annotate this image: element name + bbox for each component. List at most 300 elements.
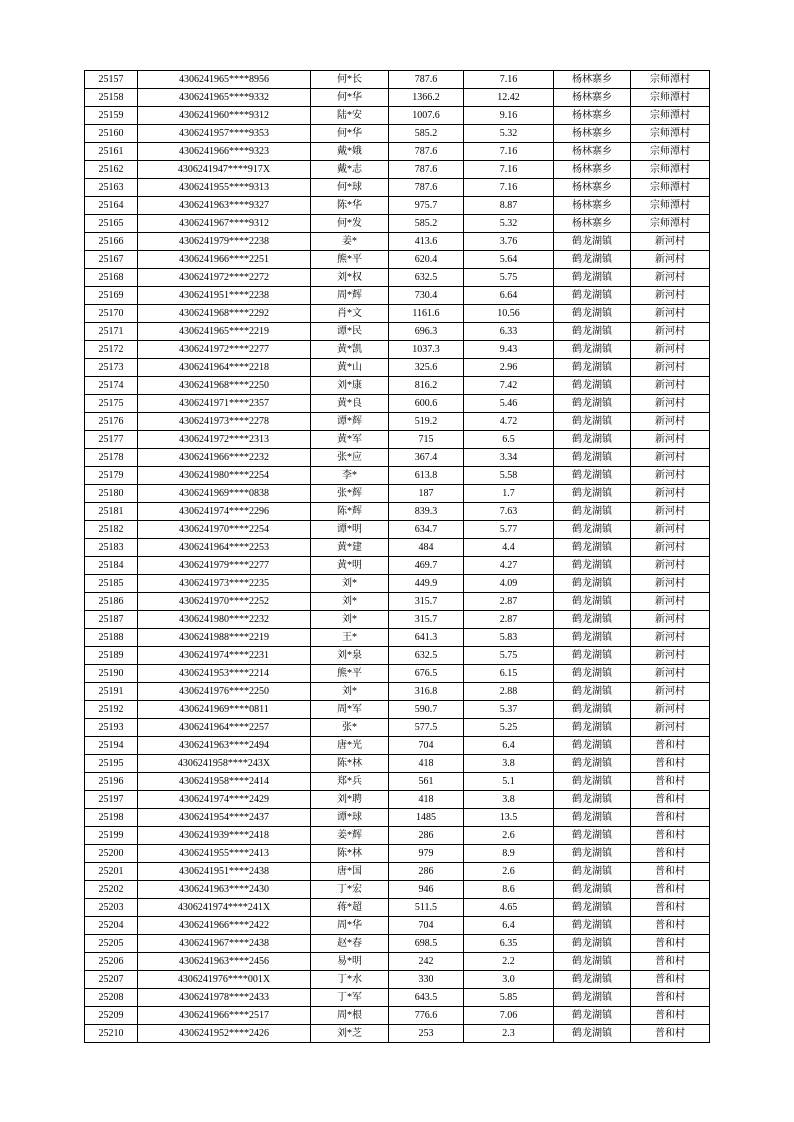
- table-row: [85, 809, 710, 827]
- cell-rate: 4.65: [464, 899, 554, 917]
- cell-township: 鹤龙湖镇: [554, 233, 631, 251]
- cell-amount: 585.2: [389, 125, 464, 143]
- cell-rate: 3.34: [464, 449, 554, 467]
- cell-id-number: 4306241964****2257: [138, 719, 311, 737]
- cell-name: 张*辉: [311, 485, 389, 503]
- cell-id-number: 4306241976****001X: [138, 971, 311, 989]
- cell-township: 杨林寨乡: [554, 89, 631, 107]
- table-row: [85, 143, 710, 161]
- cell-township: 鹤龙湖镇: [554, 701, 631, 719]
- cell-rate: 5.85: [464, 989, 554, 1007]
- cell-name: 陈*林: [311, 755, 389, 773]
- cell-name: 丁*军: [311, 989, 389, 1007]
- table-row: [85, 485, 710, 503]
- cell-name: 刘*芝: [311, 1025, 389, 1043]
- cell-township: 鹤龙湖镇: [554, 449, 631, 467]
- cell-seq: 25206: [85, 953, 138, 971]
- cell-village: 新河村: [631, 377, 710, 395]
- table-row: [85, 845, 710, 863]
- cell-township: 鹤龙湖镇: [554, 989, 631, 1007]
- cell-seq: 25167: [85, 251, 138, 269]
- cell-seq: 25184: [85, 557, 138, 575]
- cell-amount: 449.9: [389, 575, 464, 593]
- cell-township: 鹤龙湖镇: [554, 791, 631, 809]
- table-row: [85, 269, 710, 287]
- cell-seq: 25181: [85, 503, 138, 521]
- table-row: [85, 989, 710, 1007]
- cell-rate: 6.33: [464, 323, 554, 341]
- cell-id-number: 4306241969****0838: [138, 485, 311, 503]
- cell-village: 新河村: [631, 521, 710, 539]
- cell-name: 刘*: [311, 593, 389, 611]
- table-row: [85, 719, 710, 737]
- cell-village: 普和村: [631, 773, 710, 791]
- cell-seq: 25175: [85, 395, 138, 413]
- cell-township: 杨林寨乡: [554, 107, 631, 125]
- cell-id-number: 4306241976****2250: [138, 683, 311, 701]
- cell-id-number: 4306241952****2426: [138, 1025, 311, 1043]
- cell-amount: 613.8: [389, 467, 464, 485]
- cell-seq: 25202: [85, 881, 138, 899]
- cell-township: 鹤龙湖镇: [554, 593, 631, 611]
- cell-rate: 5.83: [464, 629, 554, 647]
- cell-id-number: 4306241957****9353: [138, 125, 311, 143]
- cell-amount: 469.7: [389, 557, 464, 575]
- table-row: [85, 665, 710, 683]
- cell-village: 新河村: [631, 341, 710, 359]
- cell-name: 戴*志: [311, 161, 389, 179]
- table-row: [85, 215, 710, 233]
- cell-seq: 25209: [85, 1007, 138, 1025]
- cell-amount: 620.4: [389, 251, 464, 269]
- cell-village: 新河村: [631, 647, 710, 665]
- cell-id-number: 4306241980****2232: [138, 611, 311, 629]
- cell-id-number: 4306241939****2418: [138, 827, 311, 845]
- cell-township: 鹤龙湖镇: [554, 863, 631, 881]
- cell-amount: 816.2: [389, 377, 464, 395]
- cell-village: 普和村: [631, 935, 710, 953]
- cell-name: 何*华: [311, 125, 389, 143]
- cell-village: 普和村: [631, 971, 710, 989]
- cell-amount: 253: [389, 1025, 464, 1043]
- table-row: [85, 251, 710, 269]
- cell-village: 普和村: [631, 1007, 710, 1025]
- cell-township: 鹤龙湖镇: [554, 647, 631, 665]
- table-row: [85, 557, 710, 575]
- cell-name: 赵*春: [311, 935, 389, 953]
- cell-township: 鹤龙湖镇: [554, 827, 631, 845]
- cell-township: 鹤龙湖镇: [554, 341, 631, 359]
- table-row: [85, 971, 710, 989]
- cell-seq: 25179: [85, 467, 138, 485]
- cell-rate: 5.1: [464, 773, 554, 791]
- cell-rate: 12.42: [464, 89, 554, 107]
- cell-name: 刘*: [311, 575, 389, 593]
- cell-seq: 25187: [85, 611, 138, 629]
- cell-seq: 25193: [85, 719, 138, 737]
- table-row: [85, 1007, 710, 1025]
- cell-id-number: 4306241964****2218: [138, 359, 311, 377]
- cell-name: 周*军: [311, 701, 389, 719]
- cell-amount: 187: [389, 485, 464, 503]
- cell-rate: 13.5: [464, 809, 554, 827]
- cell-village: 普和村: [631, 917, 710, 935]
- cell-name: 谭*辉: [311, 413, 389, 431]
- table-row: [85, 503, 710, 521]
- cell-village: 新河村: [631, 233, 710, 251]
- cell-name: 陈*林: [311, 845, 389, 863]
- cell-township: 杨林寨乡: [554, 71, 631, 89]
- cell-rate: 5.37: [464, 701, 554, 719]
- cell-amount: 511.5: [389, 899, 464, 917]
- cell-id-number: 4306241958****2414: [138, 773, 311, 791]
- cell-township: 鹤龙湖镇: [554, 953, 631, 971]
- cell-village: 新河村: [631, 593, 710, 611]
- cell-rate: 8.6: [464, 881, 554, 899]
- cell-village: 新河村: [631, 575, 710, 593]
- cell-amount: 315.7: [389, 611, 464, 629]
- table-row: [85, 791, 710, 809]
- cell-village: 新河村: [631, 611, 710, 629]
- cell-id-number: 4306241972****2277: [138, 341, 311, 359]
- cell-id-number: 4306241972****2313: [138, 431, 311, 449]
- cell-name: 何*发: [311, 215, 389, 233]
- cell-village: 新河村: [631, 287, 710, 305]
- table-row: [85, 629, 710, 647]
- cell-rate: 2.87: [464, 611, 554, 629]
- cell-rate: 2.88: [464, 683, 554, 701]
- cell-township: 鹤龙湖镇: [554, 971, 631, 989]
- cell-amount: 561: [389, 773, 464, 791]
- cell-rate: 8.9: [464, 845, 554, 863]
- cell-amount: 698.5: [389, 935, 464, 953]
- cell-rate: 9.16: [464, 107, 554, 125]
- cell-seq: 25160: [85, 125, 138, 143]
- cell-seq: 25194: [85, 737, 138, 755]
- cell-name: 丁*宏: [311, 881, 389, 899]
- cell-township: 鹤龙湖镇: [554, 1025, 631, 1043]
- cell-seq: 25185: [85, 575, 138, 593]
- cell-id-number: 4306241980****2254: [138, 467, 311, 485]
- cell-village: 普和村: [631, 737, 710, 755]
- cell-id-number: 4306241963****9327: [138, 197, 311, 215]
- cell-rate: 2.6: [464, 863, 554, 881]
- cell-amount: 286: [389, 827, 464, 845]
- cell-id-number: 4306241974****2429: [138, 791, 311, 809]
- cell-name: 周*根: [311, 1007, 389, 1025]
- table-row: [85, 1025, 710, 1043]
- cell-id-number: 4306241967****2438: [138, 935, 311, 953]
- cell-seq: 25171: [85, 323, 138, 341]
- cell-township: 鹤龙湖镇: [554, 737, 631, 755]
- cell-seq: 25172: [85, 341, 138, 359]
- cell-amount: 730.4: [389, 287, 464, 305]
- cell-rate: 1.7: [464, 485, 554, 503]
- cell-seq: 25157: [85, 71, 138, 89]
- cell-id-number: 4306241963****2494: [138, 737, 311, 755]
- cell-amount: 413.6: [389, 233, 464, 251]
- cell-name: 张*: [311, 719, 389, 737]
- cell-seq: 25174: [85, 377, 138, 395]
- cell-seq: 25173: [85, 359, 138, 377]
- cell-village: 宗师潭村: [631, 215, 710, 233]
- cell-seq: 25164: [85, 197, 138, 215]
- cell-village: 新河村: [631, 323, 710, 341]
- cell-village: 新河村: [631, 269, 710, 287]
- cell-village: 普和村: [631, 881, 710, 899]
- cell-township: 鹤龙湖镇: [554, 359, 631, 377]
- table-row: [85, 197, 710, 215]
- table-row: [85, 863, 710, 881]
- cell-village: 宗师潭村: [631, 107, 710, 125]
- cell-township: 鹤龙湖镇: [554, 809, 631, 827]
- cell-seq: 25168: [85, 269, 138, 287]
- cell-id-number: 4306241954****2437: [138, 809, 311, 827]
- cell-village: 新河村: [631, 359, 710, 377]
- cell-township: 鹤龙湖镇: [554, 629, 631, 647]
- cell-amount: 242: [389, 953, 464, 971]
- cell-village: 普和村: [631, 953, 710, 971]
- cell-seq: 25183: [85, 539, 138, 557]
- table-row: [85, 233, 710, 251]
- records-table-body: [85, 71, 710, 1043]
- cell-amount: 1485: [389, 809, 464, 827]
- cell-seq: 25182: [85, 521, 138, 539]
- cell-seq: 25195: [85, 755, 138, 773]
- cell-name: 谭*民: [311, 323, 389, 341]
- cell-seq: 25169: [85, 287, 138, 305]
- cell-amount: 979: [389, 845, 464, 863]
- table-row: [85, 935, 710, 953]
- cell-township: 鹤龙湖镇: [554, 683, 631, 701]
- cell-seq: 25188: [85, 629, 138, 647]
- cell-id-number: 4306241966****9323: [138, 143, 311, 161]
- cell-id-number: 4306241974****2296: [138, 503, 311, 521]
- cell-seq: 25203: [85, 899, 138, 917]
- cell-id-number: 4306241974****241X: [138, 899, 311, 917]
- cell-amount: 787.6: [389, 71, 464, 89]
- cell-township: 鹤龙湖镇: [554, 269, 631, 287]
- cell-name: 刘*权: [311, 269, 389, 287]
- cell-seq: 25159: [85, 107, 138, 125]
- cell-seq: 25177: [85, 431, 138, 449]
- cell-id-number: 4306241974****2231: [138, 647, 311, 665]
- cell-amount: 839.3: [389, 503, 464, 521]
- cell-village: 新河村: [631, 701, 710, 719]
- cell-township: 杨林寨乡: [554, 215, 631, 233]
- table-row: [85, 593, 710, 611]
- cell-seq: 25186: [85, 593, 138, 611]
- cell-village: 新河村: [631, 251, 710, 269]
- cell-rate: 5.75: [464, 269, 554, 287]
- cell-rate: 7.16: [464, 161, 554, 179]
- cell-rate: 6.15: [464, 665, 554, 683]
- cell-name: 何*球: [311, 179, 389, 197]
- table-row: [85, 287, 710, 305]
- table-row: [85, 71, 710, 89]
- cell-amount: 632.5: [389, 647, 464, 665]
- cell-township: 鹤龙湖镇: [554, 485, 631, 503]
- cell-rate: 5.75: [464, 647, 554, 665]
- cell-rate: 9.43: [464, 341, 554, 359]
- cell-seq: 25176: [85, 413, 138, 431]
- cell-rate: 2.87: [464, 593, 554, 611]
- cell-village: 宗师潭村: [631, 125, 710, 143]
- cell-amount: 704: [389, 737, 464, 755]
- cell-amount: 704: [389, 917, 464, 935]
- cell-village: 新河村: [631, 503, 710, 521]
- cell-name: 熊*平: [311, 251, 389, 269]
- cell-township: 鹤龙湖镇: [554, 323, 631, 341]
- cell-township: 鹤龙湖镇: [554, 377, 631, 395]
- cell-township: 鹤龙湖镇: [554, 935, 631, 953]
- cell-amount: 418: [389, 755, 464, 773]
- cell-township: 杨林寨乡: [554, 179, 631, 197]
- cell-rate: 6.4: [464, 737, 554, 755]
- cell-amount: 975.7: [389, 197, 464, 215]
- cell-rate: 3.76: [464, 233, 554, 251]
- cell-name: 黄*凯: [311, 341, 389, 359]
- cell-seq: 25165: [85, 215, 138, 233]
- cell-id-number: 4306241966****2251: [138, 251, 311, 269]
- cell-village: 宗师潭村: [631, 197, 710, 215]
- cell-name: 周*辉: [311, 287, 389, 305]
- table-row: [85, 773, 710, 791]
- cell-rate: 6.35: [464, 935, 554, 953]
- cell-township: 鹤龙湖镇: [554, 1007, 631, 1025]
- cell-village: 新河村: [631, 683, 710, 701]
- cell-name: 唐*光: [311, 737, 389, 755]
- table-row: [85, 899, 710, 917]
- cell-rate: 6.64: [464, 287, 554, 305]
- cell-amount: 787.6: [389, 179, 464, 197]
- cell-id-number: 4306241970****2252: [138, 593, 311, 611]
- cell-name: 谭*球: [311, 809, 389, 827]
- cell-rate: 7.16: [464, 71, 554, 89]
- cell-name: 黄*良: [311, 395, 389, 413]
- cell-rate: 5.58: [464, 467, 554, 485]
- cell-township: 杨林寨乡: [554, 143, 631, 161]
- cell-name: 刘*泉: [311, 647, 389, 665]
- cell-name: 何*长: [311, 71, 389, 89]
- cell-rate: 4.09: [464, 575, 554, 593]
- cell-rate: 5.77: [464, 521, 554, 539]
- cell-seq: 25189: [85, 647, 138, 665]
- cell-amount: 1007.6: [389, 107, 464, 125]
- cell-name: 张*应: [311, 449, 389, 467]
- cell-id-number: 4306241969****0811: [138, 701, 311, 719]
- cell-rate: 7.63: [464, 503, 554, 521]
- cell-amount: 787.6: [389, 161, 464, 179]
- table-row: [85, 881, 710, 899]
- cell-township: 鹤龙湖镇: [554, 665, 631, 683]
- cell-amount: 325.6: [389, 359, 464, 377]
- cell-village: 普和村: [631, 845, 710, 863]
- cell-id-number: 4306241978****2433: [138, 989, 311, 1007]
- table-row: [85, 737, 710, 755]
- cell-village: 新河村: [631, 719, 710, 737]
- cell-village: 新河村: [631, 467, 710, 485]
- cell-amount: 946: [389, 881, 464, 899]
- cell-rate: 3.0: [464, 971, 554, 989]
- cell-seq: 25163: [85, 179, 138, 197]
- cell-seq: 25208: [85, 989, 138, 1007]
- cell-seq: 25162: [85, 161, 138, 179]
- cell-amount: 585.2: [389, 215, 464, 233]
- cell-id-number: 4306241951****2438: [138, 863, 311, 881]
- cell-name: 易*明: [311, 953, 389, 971]
- cell-amount: 590.7: [389, 701, 464, 719]
- cell-id-number: 4306241965****9332: [138, 89, 311, 107]
- cell-township: 鹤龙湖镇: [554, 413, 631, 431]
- cell-name: 陆*安: [311, 107, 389, 125]
- cell-name: 戴*娥: [311, 143, 389, 161]
- cell-name: 谭*明: [311, 521, 389, 539]
- cell-village: 新河村: [631, 431, 710, 449]
- cell-village: 新河村: [631, 413, 710, 431]
- table-row: [85, 413, 710, 431]
- cell-amount: 316.8: [389, 683, 464, 701]
- cell-township: 鹤龙湖镇: [554, 899, 631, 917]
- cell-village: 新河村: [631, 665, 710, 683]
- cell-township: 鹤龙湖镇: [554, 773, 631, 791]
- cell-village: 普和村: [631, 863, 710, 881]
- cell-village: 宗师潭村: [631, 89, 710, 107]
- cell-name: 陈*华: [311, 197, 389, 215]
- cell-rate: 5.25: [464, 719, 554, 737]
- cell-amount: 641.3: [389, 629, 464, 647]
- cell-name: 王*: [311, 629, 389, 647]
- cell-name: 黄*军: [311, 431, 389, 449]
- cell-name: 黄*山: [311, 359, 389, 377]
- cell-seq: 25192: [85, 701, 138, 719]
- cell-name: 丁*水: [311, 971, 389, 989]
- cell-seq: 25207: [85, 971, 138, 989]
- cell-id-number: 4306241965****8956: [138, 71, 311, 89]
- cell-seq: 25158: [85, 89, 138, 107]
- cell-rate: 3.8: [464, 791, 554, 809]
- cell-village: 新河村: [631, 539, 710, 557]
- cell-id-number: 4306241968****2292: [138, 305, 311, 323]
- cell-village: 普和村: [631, 1025, 710, 1043]
- cell-township: 鹤龙湖镇: [554, 287, 631, 305]
- records-table: [84, 70, 710, 1043]
- cell-id-number: 4306241955****2413: [138, 845, 311, 863]
- table-row: [85, 395, 710, 413]
- cell-rate: 5.32: [464, 125, 554, 143]
- cell-township: 杨林寨乡: [554, 161, 631, 179]
- table-row: [85, 359, 710, 377]
- cell-amount: 367.4: [389, 449, 464, 467]
- cell-amount: 600.6: [389, 395, 464, 413]
- cell-seq: 25200: [85, 845, 138, 863]
- cell-township: 鹤龙湖镇: [554, 719, 631, 737]
- table-row: [85, 89, 710, 107]
- table-row: [85, 539, 710, 557]
- table-row: [85, 755, 710, 773]
- cell-township: 鹤龙湖镇: [554, 305, 631, 323]
- table-row: [85, 917, 710, 935]
- cell-rate: 4.27: [464, 557, 554, 575]
- cell-name: 黄*明: [311, 557, 389, 575]
- cell-seq: 25205: [85, 935, 138, 953]
- table-row: [85, 431, 710, 449]
- table-row: [85, 575, 710, 593]
- cell-id-number: 4306241951****2238: [138, 287, 311, 305]
- cell-id-number: 4306241972****2272: [138, 269, 311, 287]
- cell-amount: 484: [389, 539, 464, 557]
- cell-name: 陈*辉: [311, 503, 389, 521]
